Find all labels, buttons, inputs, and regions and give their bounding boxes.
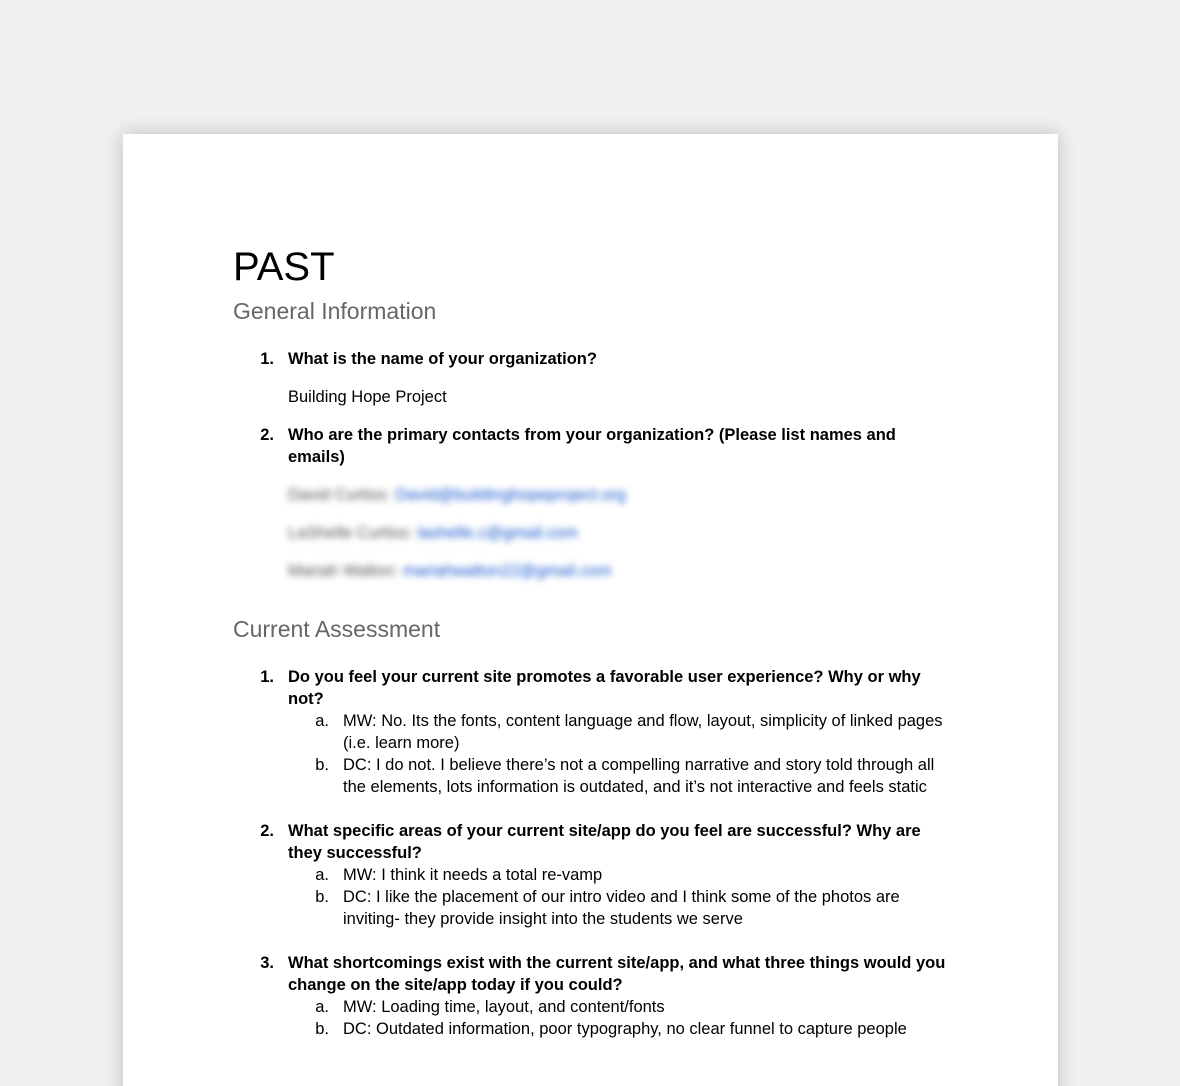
contact-email-link[interactable]: lashelle.c@gmail.com [417,524,579,542]
answer-item [233,996,948,1018]
question-number: 1. [260,668,274,686]
answer-text: Building Hope Project [288,388,447,406]
contact-name: David Curtiss [288,486,387,504]
answer-letter: a. [315,712,329,730]
question-number: 2. [260,822,274,840]
question-item [233,424,948,468]
answer-letter: b. [315,756,329,774]
question-text: What specific areas of your current site/app do you feel are successful? Why are they successful? [288,822,921,862]
question-number: 1. [260,350,274,368]
section-heading-general-information: General Information [233,298,437,324]
document-page [123,134,1058,1086]
answer-letter: a. [315,998,329,1016]
contact-entry: David Curtiss: David@buildinghopeproject.org [288,486,626,504]
contact-name: Mariah Walton [288,562,394,580]
assessment-question-list [233,666,948,1040]
document-title: PAST [233,245,335,289]
answer-text: DC: Outdated information, poor typography, no clear funnel to capture people [343,1020,907,1038]
contact-name: LaShelle Curtiss [288,524,409,542]
section-heading-current-assessment: Current Assessment [233,616,441,642]
question-number: 3. [260,954,274,972]
answer-text: MW: No. Its the fonts, content language and flow, layout, simplicity of linked pages (i.e. learn more) [343,712,943,752]
answer-letter: b. [315,1020,329,1038]
answer-item [233,754,948,798]
answer-letter: a. [315,866,329,884]
answer-text: DC: I do not. I believe there’s not a compelling narrative and story told through all the elements, lots information is outdated, and it’s not interactive and feels static [343,756,935,796]
answer-text: MW: Loading time, layout, and content/fonts [343,998,665,1016]
question-item [233,952,948,996]
answer-text: MW: I think it needs a total re-vamp [343,866,603,884]
answer-item [233,886,948,930]
contact-entry: LaShelle Curtiss: lashelle.c@gmail.com [288,524,579,542]
general-info-question-list [233,348,948,582]
contact-email-link[interactable]: mariahwalton22@gmail.com [402,562,612,580]
question-text: Do you feel your current site promotes a favorable user experience? Why or why not? [288,668,921,708]
answer-text: DC: I like the placement of our intro video and I think some of the photos are inviting- they provide insight into the students we serve [343,888,900,928]
contact-email-link[interactable]: David@buildinghopeproject.org [395,486,626,504]
question-number: 2. [260,426,274,444]
question-item [233,820,948,864]
question-item [233,666,948,710]
question-text: Who are the primary contacts from your organization? (Please list names and emails) [288,426,896,466]
document-content [233,244,948,1040]
answer-item [233,710,948,754]
answer-item [233,1018,948,1040]
contact-entry: Mariah Walton: mariahwalton22@gmail.com [288,562,612,580]
answer-letter: b. [315,888,329,906]
question-item [233,348,948,370]
contacts-list-blurred [288,484,948,582]
question-text: What shortcomings exist with the current site/app, and what three things would you change on the site/app today if you could? [288,954,946,994]
answer-item [233,864,948,886]
question-text: What is the name of your organization? [288,350,597,368]
